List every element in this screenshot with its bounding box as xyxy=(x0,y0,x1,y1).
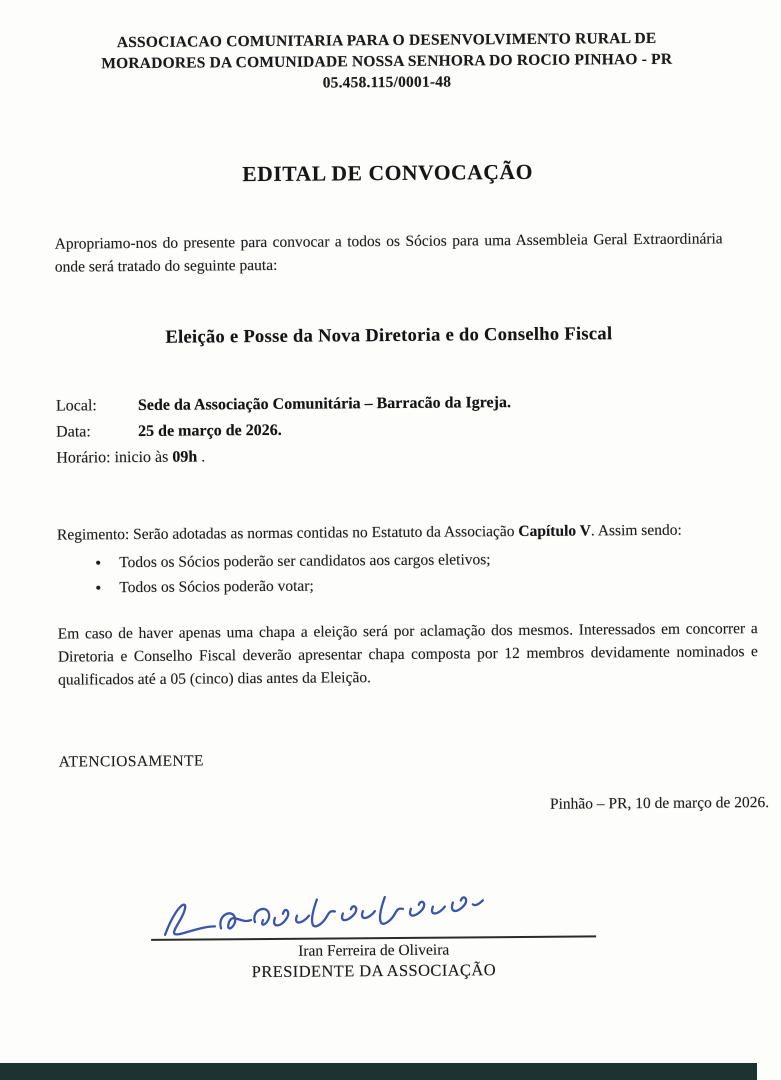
regimento-tail: . Assim sendo: xyxy=(590,521,682,540)
bullet-item-eligibility: • Todos os Sócios poderão ser candidatos aos cargos eletivos; xyxy=(57,545,717,575)
regimento-bullet-list xyxy=(57,545,717,600)
signatory-role: PRESIDENTE DA ASSOCIAÇÃO xyxy=(251,960,497,982)
scan-edge-artifact xyxy=(0,1063,757,1080)
intro-paragraph: Apropriamo-nos do presente para convocar a todos os Sócios para uma Assembleia Geral Extraordinária onde será tratado do seguinte pauta: xyxy=(54,230,723,276)
signatory-name: Iran Ferreira de Oliveira xyxy=(298,941,450,960)
signature-block xyxy=(151,893,597,982)
closing-salutation: ATENCIOSAMENTE xyxy=(58,752,204,771)
association-letterhead xyxy=(37,27,737,95)
horario-text: inicio às xyxy=(114,448,169,467)
letterhead-line1: ASSOCIACAO COMUNITARIA PARA O DESENVOLVIMENTO RURAL DE xyxy=(116,29,657,52)
bullet-item-voting: • Todos os Sócios poderão votar; xyxy=(57,570,717,600)
local-label: Local: xyxy=(55,397,97,415)
data-label: Data: xyxy=(56,423,91,441)
regimento-paragraph xyxy=(57,518,757,546)
regimento-chapter: Capítulo V xyxy=(518,522,591,540)
horario-end: . xyxy=(201,448,206,466)
place-dateline: Pinhão – PR, 10 de março de 2026. xyxy=(549,794,770,813)
regimento-lead: Regimento: Serão adotadas as normas contidas no Estatuto da Associação xyxy=(56,523,515,544)
handwritten-signature-icon xyxy=(157,892,487,947)
data-value: 25 de março de 2026. xyxy=(138,421,282,440)
document-title: EDITAL DE CONVOCAÇÃO xyxy=(242,159,534,187)
local-value: Sede da Associação Comunitária – Barracão da Igreja. xyxy=(137,394,512,414)
signature-line xyxy=(151,893,596,940)
letterhead-cnpj: 05.458.115/0001-48 xyxy=(322,73,452,92)
letterhead-line2: MORADORES DA COMUNIDADE NOSSA SENHORA DO ROCIO PINHAO - PR xyxy=(101,50,673,73)
event-details xyxy=(56,388,781,472)
horario-label: Horário: xyxy=(56,449,111,467)
agenda-subject-heading: Eleição e Posse da Nova Diretoria e do Conselho Fiscal xyxy=(165,324,613,348)
horario-time: 09h xyxy=(172,448,198,466)
detail-row-horario xyxy=(56,440,780,472)
single-slate-paragraph: Em caso de haver apenas uma chapa a eleição será por aclamação dos mesmos. Interessados em concorrer a Diretoria e Conselho Fiscal deverão apresentar chapa composta por 12 membros devidamente nominados e qualificados até a 05 (cinco) dias antes da Eleição. xyxy=(57,620,758,689)
